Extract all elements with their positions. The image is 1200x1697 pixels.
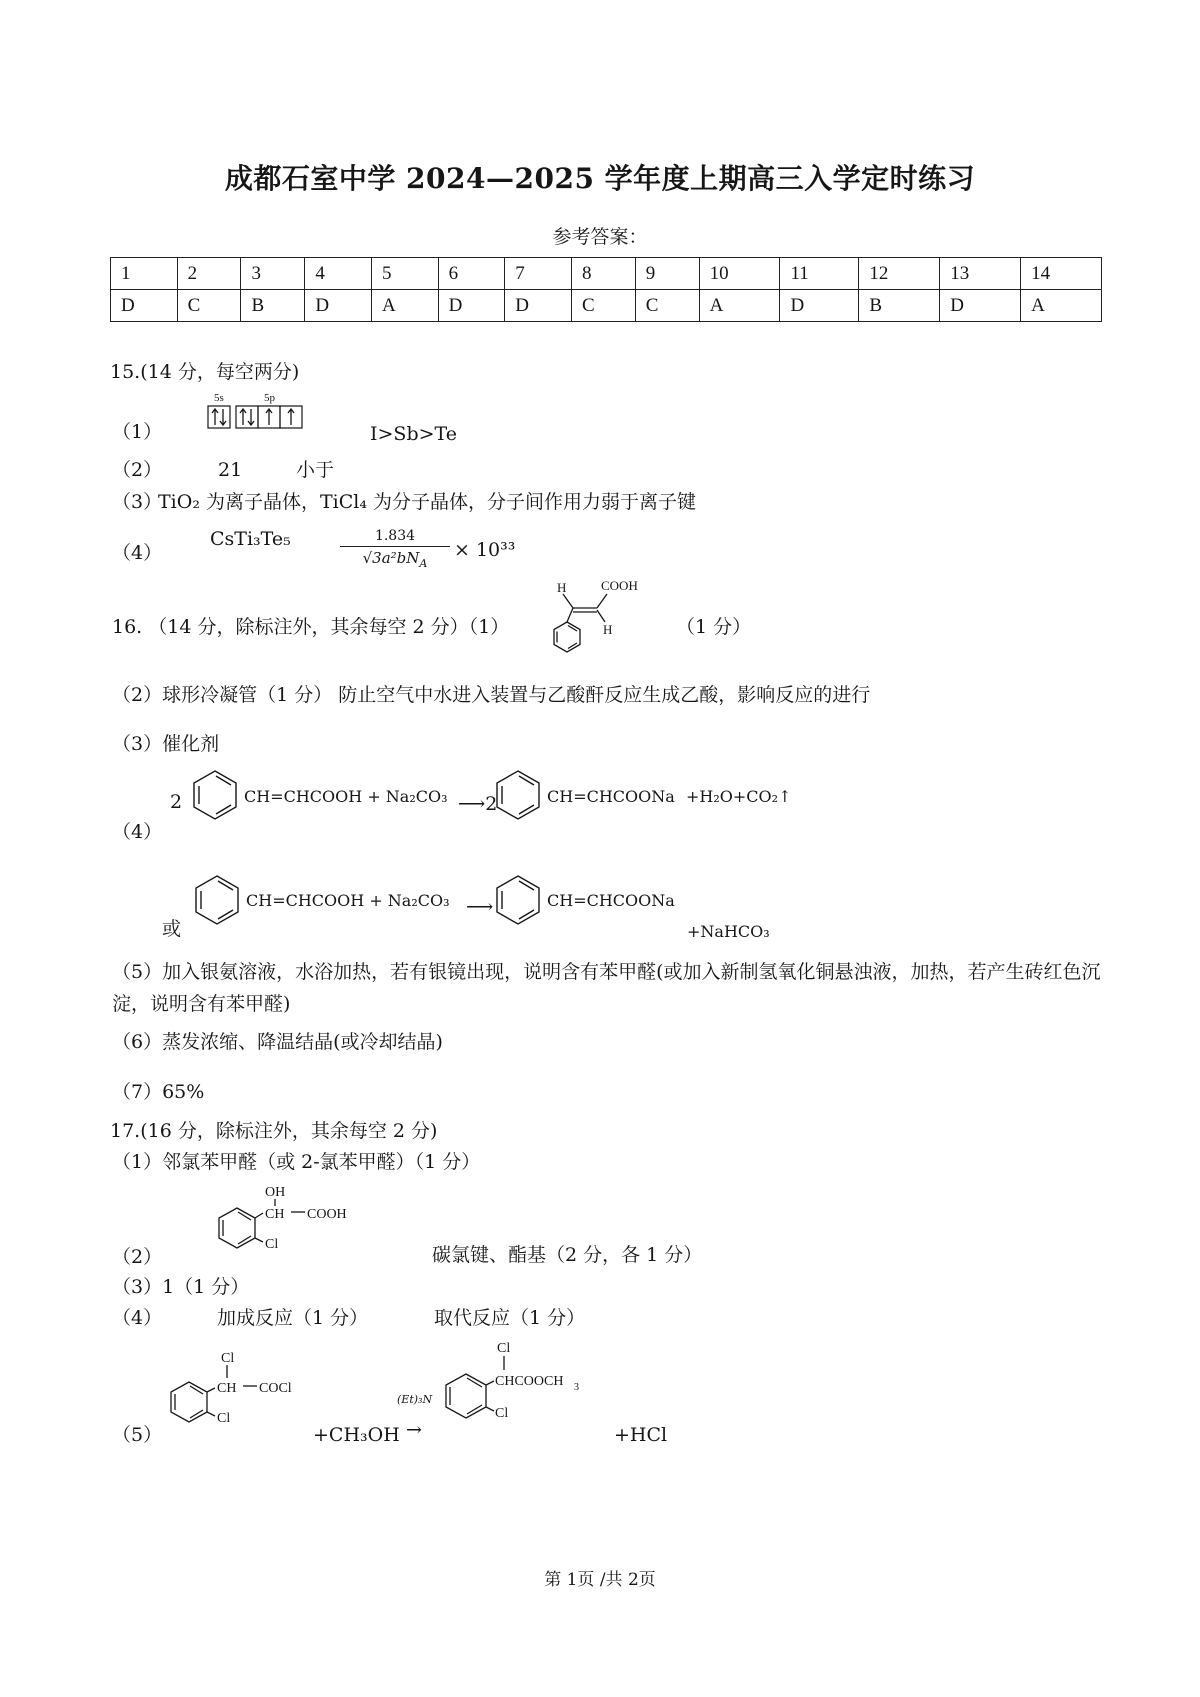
fraction-numerator: 1.834 [340, 528, 450, 547]
svg-text:H: H [603, 622, 613, 637]
benzene-ring-icon [488, 870, 548, 930]
orbital-5p-label: 5p [264, 392, 275, 404]
table-cell: 3 [241, 258, 305, 290]
table-cell: C [571, 290, 635, 322]
fraction-denominator [340, 547, 450, 570]
svg-text:CH: CH [217, 1381, 237, 1396]
svg-text:CHCOOCH: CHCOOCH [495, 1374, 564, 1389]
q17-part5-byproduct: +HCl [614, 1424, 668, 1446]
answer-table-number-row [111, 258, 1102, 290]
orbital-diagram [200, 390, 320, 438]
eq2-reactant: CH=CHCOOH + Na₂CO₃ [246, 891, 450, 910]
table-cell: 6 [438, 258, 505, 290]
page-number-footer: 第 1页 /共 2页 [544, 1570, 656, 1590]
table-cell: C [635, 290, 699, 322]
table-cell: 5 [371, 258, 438, 290]
page-title: 成都石室中学 2024—2025 学年度上期高三入学定时练习 [224, 162, 976, 195]
q17-part4-answer-a: 加成反应（1 分） [217, 1307, 369, 1329]
table-cell: D [111, 290, 178, 322]
svg-text:OH: OH [265, 1185, 286, 1200]
table-cell: D [305, 290, 372, 322]
fraction-denominator-main: √3a²bN [362, 549, 420, 567]
q17-heading: 17.(16 分，除标注外，其余每空 2 分) [110, 1120, 438, 1142]
or-label: 或 [162, 918, 182, 940]
q16-part3: （3）催化剂 [112, 733, 220, 755]
q15-part1-answer: I>Sb>Te [370, 423, 457, 445]
table-cell: D [780, 290, 859, 322]
table-cell: 4 [305, 258, 372, 290]
eq1-product: CH=CHCOONa [547, 787, 675, 806]
q16-part1-score: （1 分） [676, 616, 752, 638]
cinnamic-acid-structure [535, 578, 655, 668]
q17-part5-catalyst: (Et)₃N [397, 1393, 433, 1406]
mandelic-acid-structure [215, 1182, 385, 1252]
svg-text:Cl: Cl [221, 1351, 235, 1366]
table-cell: D [940, 290, 1021, 322]
table-cell: B [241, 290, 305, 322]
table-cell: A [371, 290, 438, 322]
q17-part3: （3）1（1 分） [112, 1276, 250, 1298]
q15-part2-answer-b: 小于 [296, 459, 335, 481]
table-cell: D [505, 290, 572, 322]
q15-part4-multiplier: × 10³³ [454, 539, 516, 561]
table-cell: 13 [940, 258, 1021, 290]
table-cell: 1 [111, 258, 178, 290]
acid-chloride-structure [165, 1348, 325, 1428]
eq2-byproduct: +NaHCO₃ [687, 922, 770, 941]
q16-part7: （7）65% [112, 1081, 205, 1103]
q16-part4-label: （4） [112, 821, 163, 843]
q17-part4-label: （4） [112, 1307, 163, 1329]
table-cell: 7 [505, 258, 572, 290]
table-cell: B [859, 290, 940, 322]
q15-heading: 15.(14 分，每空两分) [110, 361, 300, 383]
benzene-ring-icon [187, 870, 247, 930]
table-cell: A [699, 290, 780, 322]
benzene-ring-icon [488, 765, 548, 825]
q17-part2-label: （2） [112, 1246, 163, 1268]
svg-text:Cl: Cl [497, 1341, 511, 1356]
q17-part4-answer-b: 取代反应（1 分） [434, 1307, 586, 1329]
q15-part4-label: （4） [112, 542, 163, 564]
page-subtitle: 参考答案： [552, 226, 648, 248]
eq1-byproducts: +H₂O+CO₂↑ [686, 787, 792, 806]
orbital-5s-label: 5s [214, 392, 224, 404]
answer-table-answer-row [111, 290, 1102, 322]
svg-text:Cl: Cl [265, 1237, 279, 1252]
q15-part3-answer: TiO₂ 为离子晶体，TiCl₄ 为分子晶体，分子间作用力弱于离子键 [158, 491, 697, 513]
svg-text:Cl: Cl [495, 1406, 509, 1421]
svg-text:H: H [557, 580, 567, 595]
svg-text:COCl: COCl [259, 1381, 292, 1396]
q16-part2: （2）球形冷凝管（1 分） 防止空气中水进入装置与乙酸酐反应生成乙酸，影响反应的进行 [112, 684, 871, 706]
q15-part2-label: （2） [112, 459, 163, 481]
table-cell: 11 [780, 258, 859, 290]
eq1-reactant: CH=CHCOOH + Na₂CO₃ [244, 787, 448, 806]
table-cell: D [438, 290, 505, 322]
q15-part3-label: （3） [112, 491, 163, 513]
q17-part5-label: （5） [112, 1424, 163, 1446]
q17-part5-arrow: → [406, 1419, 422, 1441]
q15-part2-answer-a: 21 [218, 459, 243, 481]
q15-part1-label: （1） [112, 421, 163, 443]
table-cell: 8 [571, 258, 635, 290]
eq1-arrow: ⟶2 [458, 793, 498, 815]
answer-table [110, 257, 1102, 322]
table-cell: 14 [1021, 258, 1102, 290]
q17-part2-answer: 碳氯键、酯基（2 分，各 1 分） [432, 1244, 703, 1266]
svg-text:CH: CH [265, 1207, 285, 1222]
benzene-ring-icon [185, 765, 245, 825]
q17-part1: （1）邻氯苯甲醛（或 2-氯苯甲醛）（1 分） [112, 1151, 481, 1173]
table-cell: C [177, 290, 241, 322]
eq1-coefficient: 2 [170, 791, 183, 813]
svg-text:3: 3 [574, 1382, 579, 1393]
svg-text:Cl: Cl [217, 1411, 231, 1426]
table-cell: 12 [859, 258, 940, 290]
eq2-product: CH=CHCOONa [547, 891, 675, 910]
svg-text:COOH: COOH [601, 578, 638, 593]
table-cell: 10 [699, 258, 780, 290]
q17-part5-reagent: +CH₃OH [313, 1424, 400, 1446]
fraction-denominator-sub: A [419, 557, 428, 570]
eq2-arrow: ⟶ [466, 896, 494, 918]
table-cell: A [1021, 290, 1102, 322]
density-fraction [340, 528, 450, 570]
q16-part6: （6）蒸发浓缩、降温结晶(或冷却结晶) [112, 1031, 443, 1053]
table-cell: 9 [635, 258, 699, 290]
methyl-ester-structure [440, 1338, 630, 1424]
q15-part4-formula: CsTi₃Te₅ [210, 528, 291, 550]
q16-part5: （5）加入银氨溶液，水浴加热，若有银镜出现，说明含有苯甲醛(或加入新制氢氧化铜悬浊液，加热，若产生砖红色沉淀，说明含有苯甲醛) [112, 961, 1101, 1016]
table-cell: 2 [177, 258, 241, 290]
q16-heading: 16. （14 分，除标注外，其余每空 2 分）（1） [112, 616, 510, 638]
svg-text:COOH: COOH [307, 1207, 347, 1222]
